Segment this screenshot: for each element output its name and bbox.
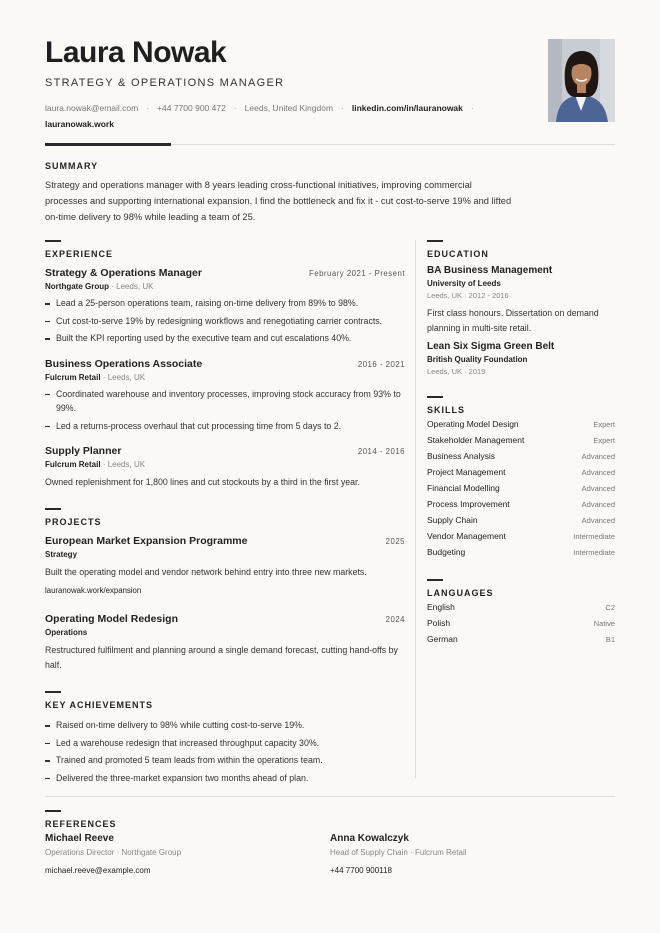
reference-role: Operations Director · Northgate Group (45, 848, 182, 857)
phone-text: +44 7700 900 472 (157, 103, 226, 113)
skill-level: Advanced (581, 500, 615, 509)
bullet-item: Led a returns-process overhaul that cut processing time from 5 days to 2. (45, 419, 405, 434)
main-column (45, 240, 405, 797)
skill-row (427, 451, 615, 467)
skill-name: Operating Model Design (427, 419, 519, 429)
job-location: · Leeds, UK (111, 282, 154, 291)
skill-level: Expert (593, 436, 615, 445)
skill-level: Advanced (581, 484, 615, 493)
section-marker (45, 508, 61, 510)
website-link[interactable]: lauranowak.work (45, 119, 114, 129)
skill-row (427, 499, 615, 515)
bullet-item: Cut cost-to-serve 19% by redesigning workflows and renegotiating carrier contracts. (45, 314, 405, 329)
reference-contact[interactable]: +44 7700 900118 (330, 866, 392, 875)
summary-heading: SUMMARY (45, 161, 99, 171)
project-link[interactable]: lauranowak.work/expansion (45, 586, 142, 595)
languages-section (427, 579, 615, 650)
language-row (427, 618, 615, 634)
reference-name: Anna Kowalczyk (330, 833, 409, 844)
language-level: C2 (605, 603, 615, 612)
language-row (427, 602, 615, 618)
skill-name: Vendor Management (427, 531, 506, 541)
achievement-item: Delivered the three-market expansion two months ahead of plan. (45, 771, 405, 786)
skill-level: Intermediate (573, 532, 615, 541)
separator-dot: · (233, 103, 237, 113)
candidate-name: Laura Nowak (45, 36, 227, 69)
employer: Fulcrum Retail (45, 460, 101, 469)
achievement-item: Led a warehouse redesign that increased throughput capacity 30%. (45, 736, 405, 751)
degree-title: BA Business Management (427, 265, 553, 276)
job-title: Business Operations Associate (45, 357, 203, 370)
job-location: · Leeds, UK (102, 372, 146, 382)
section-marker (45, 691, 61, 693)
project-category: Operations (45, 628, 88, 637)
job-title: Strategy & Operations Manager (45, 267, 202, 279)
achievement-item: Trained and promoted 5 team leads from within the operations team. (45, 753, 405, 768)
language-level: B1 (605, 635, 615, 644)
project-year: 2025 (385, 537, 405, 546)
reference-role: Head of Supply Chain · Fulcrum Retail (330, 848, 467, 857)
experience-heading: EXPERIENCE (45, 249, 114, 259)
achievement-item: Raised on-time delivery to 98% while cutting cost-to-serve 19%. (45, 718, 405, 733)
references-divider (45, 796, 615, 797)
projects-section (45, 508, 405, 673)
skill-name: Process Improvement (427, 499, 510, 509)
skill-level: Expert (593, 420, 615, 429)
reference-name: Michael Reeve (45, 833, 114, 844)
project-title: Operating Model Redesign (45, 613, 179, 625)
skills-heading: SKILLS (427, 405, 466, 415)
project-entry (45, 535, 405, 595)
skill-name: Supply Chain (427, 515, 478, 525)
project-entry (45, 613, 405, 673)
language-name: English (427, 602, 455, 612)
skill-name: Budgeting (427, 547, 466, 557)
skill-row (427, 515, 615, 531)
project-description: Restructured fulfilment and planning around a single demand forecast, cutting hand-offs by half. (45, 645, 398, 670)
skill-level: Advanced (581, 516, 615, 525)
education-description: First class honours. Dissertation on demand planning in multi-site retail. (427, 308, 599, 333)
separator-dot: · (470, 103, 474, 113)
experience-entry (45, 267, 405, 346)
skill-level: Advanced (581, 468, 615, 477)
education-meta: Leeds, UK · 2019 (427, 367, 486, 376)
reference-entry (330, 833, 615, 875)
section-marker (427, 579, 443, 581)
job-description: Owned replenishment for 1,800 lines and cut stockouts by a third in the first year. (45, 477, 360, 487)
job-dates: February 2021 - Present (308, 269, 405, 278)
separator-dot: · (146, 103, 150, 113)
skill-row (427, 547, 615, 563)
side-column (427, 240, 615, 662)
column-divider (415, 240, 416, 778)
achievements-section (45, 691, 405, 785)
job-bullets (45, 296, 405, 346)
summary-section (45, 161, 515, 225)
project-year: 2024 (385, 615, 405, 624)
section-marker (45, 810, 61, 812)
job-dates: 2014 - 2016 (357, 447, 405, 456)
experience-entry (45, 358, 405, 434)
bullet-item: Lead a 25-person operations team, raising on-time delivery from 89% to 98%. (45, 296, 405, 311)
bullet-item: Built the KPI reporting used by the executive team and cut escalations 40%. (45, 331, 405, 346)
languages-heading: LANGUAGES (427, 588, 494, 598)
education-entry (427, 341, 615, 376)
summary-text: Strategy and operations manager with 8 years leading cross-functional initiatives, improving commercial processes and supporting international expansion. I find the bottleneck and fix it - cut cost-to-serve 19% and lifted on-time delivery to 98% while leading a team of 25. (45, 180, 512, 222)
project-title: European Market Expansion Programme (45, 535, 248, 547)
experience-entry (45, 445, 405, 490)
candidate-role: STRATEGY & OPERATIONS MANAGER (45, 77, 285, 89)
skill-level: Intermediate (573, 548, 615, 557)
education-meta: Leeds, UK · 2012 - 2016 (427, 291, 509, 300)
portrait-image (548, 39, 615, 122)
references-section (45, 810, 615, 875)
reference-entry (45, 833, 330, 875)
skill-name: Stakeholder Management (427, 435, 525, 445)
achievement-list (45, 718, 405, 785)
section-marker (427, 396, 443, 398)
skill-name: Business Analysis (427, 451, 496, 461)
references-heading: REFERENCES (45, 819, 117, 829)
employer: Northgate Group (45, 282, 109, 291)
skill-row (427, 435, 615, 451)
education-heading: EDUCATION (427, 249, 489, 259)
language-level: Native (593, 619, 615, 628)
reference-contact[interactable]: michael.reeve@example.com (45, 866, 151, 875)
job-dates: 2016 - 2021 (357, 359, 405, 369)
skill-name: Financial Modelling (427, 483, 500, 493)
skill-row (427, 531, 615, 547)
projects-heading: PROJECTS (45, 517, 102, 527)
skill-level: Advanced (581, 452, 615, 461)
section-marker (45, 240, 61, 242)
skill-name: Project Management (427, 467, 506, 477)
school-name: British Quality Foundation (427, 355, 528, 364)
school-name: University of Leeds (427, 279, 501, 288)
language-row (427, 634, 615, 650)
employer: Fulcrum Retail (45, 372, 101, 382)
experience-section (45, 240, 405, 490)
skills-section (427, 396, 615, 563)
job-bullets (45, 387, 405, 434)
education-entry (427, 265, 615, 335)
language-name: Polish (427, 618, 451, 628)
separator-dot: · (341, 103, 344, 113)
degree-title: Lean Six Sigma Green Belt (427, 341, 555, 352)
job-location: · Leeds, UK (102, 460, 146, 469)
bullet-item: Coordinated warehouse and inventory processes, improving stock accuracy from 93% to 99%. (45, 387, 405, 416)
contact-line (45, 100, 495, 132)
achievements-heading: KEY ACHIEVEMENTS (45, 700, 154, 710)
job-title: Supply Planner (45, 445, 122, 457)
profile-photo (548, 39, 615, 122)
skill-row (427, 467, 615, 483)
education-section (427, 240, 615, 376)
skill-row (427, 483, 615, 499)
skill-row (427, 419, 615, 435)
project-category: Strategy (45, 550, 78, 559)
section-marker (427, 240, 443, 242)
header-divider-accent (45, 143, 171, 146)
email-link[interactable]: laura.nowak@email.com (45, 103, 139, 113)
language-name: German (427, 634, 458, 644)
linkedin-link[interactable]: linkedin.com/in/lauranowak (351, 103, 463, 113)
project-description: Built the operating model and vendor network behind entry into three new markets. (45, 567, 367, 577)
location-text: Leeds, United Kingdom (244, 103, 334, 113)
